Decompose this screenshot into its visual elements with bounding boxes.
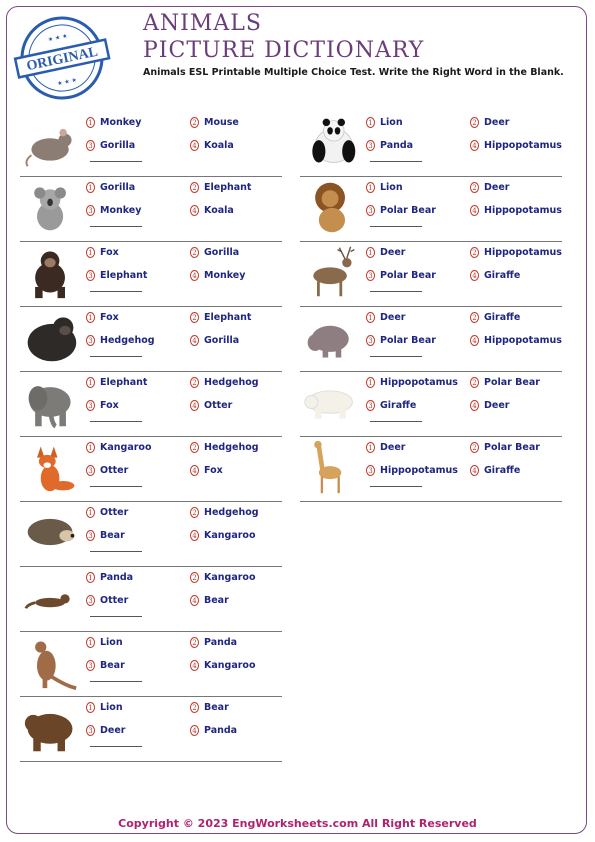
option-number-badge: 3 (86, 205, 95, 216)
answer-blank-line[interactable] (370, 356, 422, 357)
option-label: Monkey (204, 270, 246, 281)
option-label: Kangaroo (204, 572, 256, 583)
answer-blank-line[interactable] (370, 226, 422, 227)
answer-option-4[interactable] (190, 270, 245, 281)
option-number-badge: 3 (86, 530, 95, 541)
option-label: Hippopotamus (380, 465, 458, 476)
answer-option-2[interactable] (470, 247, 562, 258)
answer-option-3[interactable] (366, 205, 436, 216)
option-number-badge: 4 (190, 530, 199, 541)
answer-blank-line[interactable] (90, 161, 142, 162)
answer-option-3[interactable] (86, 270, 147, 281)
option-number-badge: 1 (366, 182, 375, 193)
answer-option-1[interactable] (86, 117, 141, 128)
answer-option-1[interactable] (86, 572, 133, 583)
answer-option-4[interactable] (190, 660, 256, 671)
option-label: Lion (100, 637, 123, 648)
option-number-badge: 3 (366, 140, 375, 151)
option-number-badge: 4 (470, 140, 479, 151)
gorilla-picture (20, 309, 82, 365)
option-label: Otter (204, 400, 233, 411)
deer-picture (300, 244, 362, 300)
answer-option-4[interactable] (190, 205, 234, 216)
option-label: Polar Bear (484, 377, 540, 388)
option-label: Monkey (100, 117, 142, 128)
option-label: Hedgehog (100, 335, 155, 346)
option-number-badge: 1 (366, 247, 375, 258)
option-number-badge: 3 (86, 660, 95, 671)
elephant-picture (20, 374, 82, 430)
answer-blank-line[interactable] (90, 681, 142, 682)
answer-option-1[interactable] (86, 442, 152, 453)
question-item (300, 307, 562, 372)
option-number-badge: 4 (470, 465, 479, 476)
answer-option-1[interactable] (366, 182, 403, 193)
answer-option-1[interactable] (86, 247, 119, 258)
answer-option-1[interactable] (366, 377, 458, 388)
right-column (300, 112, 562, 502)
option-label: Lion (380, 117, 403, 128)
option-number-badge: 3 (366, 335, 375, 346)
question-item (300, 177, 562, 242)
option-label: Koala (204, 140, 234, 151)
answer-option-1[interactable] (86, 507, 128, 518)
answer-option-4[interactable] (190, 335, 239, 346)
option-label: Fox (100, 247, 119, 258)
option-number-badge: 1 (366, 442, 375, 453)
option-label: Bear (204, 595, 229, 606)
answer-option-2[interactable] (470, 182, 509, 193)
answer-option-4[interactable] (190, 400, 232, 411)
answer-option-3[interactable] (86, 725, 125, 736)
question-item (20, 307, 282, 372)
option-label: Panda (380, 140, 414, 151)
answer-blank-line[interactable] (370, 161, 422, 162)
option-number-badge: 2 (470, 442, 479, 453)
option-label: Monkey (100, 205, 142, 216)
answer-option-2[interactable] (470, 377, 540, 388)
option-label: Panda (204, 637, 238, 648)
answer-option-2[interactable] (190, 702, 229, 713)
option-label: Otter (100, 465, 129, 476)
option-number-badge: 1 (86, 182, 95, 193)
option-number-badge: 4 (190, 725, 199, 736)
option-number-badge: 1 (86, 247, 95, 258)
title-line-1: ANIMALS (143, 11, 262, 36)
option-number-badge: 1 (366, 312, 375, 323)
option-label: Panda (100, 572, 134, 583)
polar-bear-picture (300, 374, 362, 430)
option-number-badge: 1 (86, 117, 95, 128)
answer-blank-line[interactable] (90, 746, 142, 747)
answer-option-4[interactable] (190, 465, 223, 476)
option-label: Gorilla (204, 247, 240, 258)
answer-blank-line[interactable] (90, 421, 142, 422)
option-number-badge: 3 (86, 335, 95, 346)
option-number-badge: 2 (190, 247, 199, 258)
answer-option-4[interactable] (190, 595, 229, 606)
answer-option-2[interactable] (470, 117, 509, 128)
answer-blank-line[interactable] (90, 356, 142, 357)
option-label: Deer (484, 400, 510, 411)
question-item (20, 502, 282, 567)
option-label: Elephant (204, 312, 252, 323)
option-label: Elephant (100, 377, 148, 388)
option-label: Polar Bear (380, 205, 436, 216)
original-stamp-logo (12, 12, 112, 104)
answer-blank-line[interactable] (90, 551, 142, 552)
answer-option-4[interactable] (190, 140, 234, 151)
answer-option-4[interactable] (470, 335, 562, 346)
option-label: Lion (100, 702, 123, 713)
option-label: Gorilla (100, 182, 136, 193)
question-item (300, 112, 562, 177)
option-label: Kangaroo (100, 442, 152, 453)
option-label: Deer (380, 247, 406, 258)
option-number-badge: 2 (470, 182, 479, 193)
option-label: Hippopotamus (484, 247, 562, 258)
copyright-footer: Copyright © 2023 EngWorksheets.com All Right Reserved (118, 817, 477, 830)
option-label: Giraffe (484, 270, 521, 281)
option-label: Deer (380, 312, 406, 323)
giraffe-picture (300, 439, 362, 495)
answer-option-4[interactable] (470, 140, 562, 151)
instructions: Animals ESL Printable Multiple Choice Test. Write the Right Word in the Blank. (143, 67, 564, 78)
answer-option-3[interactable] (86, 595, 128, 606)
option-label: Otter (100, 595, 129, 606)
answer-option-2[interactable] (190, 637, 237, 648)
option-label: Giraffe (484, 312, 521, 323)
option-label: Deer (100, 725, 126, 736)
option-number-badge: 4 (190, 400, 199, 411)
option-number-badge: 1 (366, 377, 375, 388)
option-number-badge: 3 (86, 270, 95, 281)
option-number-badge: 2 (190, 507, 199, 518)
answer-option-4[interactable] (470, 400, 509, 411)
option-label: Deer (380, 442, 406, 453)
answer-option-4[interactable] (470, 465, 520, 476)
option-number-badge: 4 (190, 595, 199, 606)
answer-option-3[interactable] (366, 400, 416, 411)
answer-option-2[interactable] (190, 117, 239, 128)
option-number-badge: 4 (470, 270, 479, 281)
answer-blank-line[interactable] (90, 291, 142, 292)
answer-option-3[interactable] (86, 530, 125, 541)
option-number-badge: 2 (470, 377, 479, 388)
option-number-badge: 2 (190, 572, 199, 583)
option-label: Fox (100, 312, 119, 323)
option-number-badge: 4 (190, 205, 199, 216)
answer-option-3[interactable] (366, 140, 413, 151)
hedgehog-picture (20, 504, 82, 560)
option-number-badge: 4 (190, 140, 199, 151)
option-label: Hedgehog (204, 507, 259, 518)
option-label: Hedgehog (204, 377, 259, 388)
option-number-badge: 4 (470, 400, 479, 411)
option-label: Hedgehog (204, 442, 259, 453)
question-item (300, 242, 562, 307)
option-number-badge: 2 (190, 637, 199, 648)
option-number-badge: 2 (190, 182, 199, 193)
answer-option-1[interactable] (86, 702, 123, 713)
option-number-badge: 4 (470, 335, 479, 346)
answer-blank-line[interactable] (90, 616, 142, 617)
option-label: Hippopotamus (484, 140, 562, 151)
option-number-badge: 3 (86, 465, 95, 476)
question-item (20, 632, 282, 697)
answer-option-2[interactable] (190, 312, 251, 323)
option-label: Polar Bear (380, 270, 436, 281)
answer-option-4[interactable] (470, 270, 520, 281)
answer-option-4[interactable] (190, 530, 256, 541)
option-number-badge: 3 (366, 465, 375, 476)
koala-picture (20, 179, 82, 235)
panda-picture (300, 114, 362, 170)
answer-option-2[interactable] (190, 247, 239, 258)
option-number-badge: 1 (366, 117, 375, 128)
answer-option-2[interactable] (470, 312, 520, 323)
option-number-badge: 4 (190, 660, 199, 671)
option-label: Elephant (204, 182, 252, 193)
option-label: Bear (100, 660, 125, 671)
option-label: Bear (204, 702, 229, 713)
option-number-badge: 3 (366, 270, 375, 281)
question-item (20, 437, 282, 502)
option-number-badge: 2 (190, 442, 199, 453)
option-number-badge: 4 (190, 465, 199, 476)
answer-option-3[interactable] (86, 400, 119, 411)
option-label: Lion (380, 182, 403, 193)
option-number-badge: 2 (470, 247, 479, 258)
option-number-badge: 1 (86, 507, 95, 518)
option-label: Kangaroo (204, 530, 256, 541)
option-number-badge: 1 (86, 572, 95, 583)
hippopotamus-picture (300, 309, 362, 365)
question-item (20, 242, 282, 307)
answer-option-1[interactable] (86, 637, 123, 648)
option-number-badge: 4 (190, 335, 199, 346)
answer-option-3[interactable] (366, 465, 458, 476)
svg-text:★ ★ ★: ★ ★ ★ (56, 76, 78, 88)
option-number-badge: 1 (86, 377, 95, 388)
answer-option-3[interactable] (366, 335, 436, 346)
question-item (20, 177, 282, 242)
kangaroo-picture (20, 634, 82, 690)
option-label: Koala (204, 205, 234, 216)
option-number-badge: 3 (86, 400, 95, 411)
option-number-badge: 1 (86, 312, 95, 323)
answer-option-1[interactable] (366, 117, 403, 128)
option-label: Hippopotamus (484, 205, 562, 216)
svg-text:★ ★ ★: ★ ★ ★ (47, 32, 69, 44)
question-item (20, 112, 282, 177)
answer-option-3[interactable] (86, 465, 128, 476)
answer-option-1[interactable] (86, 312, 119, 323)
option-label: Hippopotamus (484, 335, 562, 346)
option-number-badge: 3 (366, 205, 375, 216)
answer-blank-line[interactable] (90, 226, 142, 227)
option-number-badge: 3 (86, 140, 95, 151)
title-line-2: PICTURE DICTIONARY (143, 38, 425, 63)
option-label: Polar Bear (380, 335, 436, 346)
left-column (20, 112, 282, 762)
answer-option-4[interactable] (190, 725, 237, 736)
option-label: Otter (100, 507, 129, 518)
rat-picture (20, 114, 82, 170)
option-label: Polar Bear (484, 442, 540, 453)
option-label: Fox (204, 465, 223, 476)
option-number-badge: 3 (86, 725, 95, 736)
option-number-badge: 2 (190, 377, 199, 388)
answer-option-2[interactable] (190, 182, 251, 193)
monkey-picture (20, 244, 82, 300)
option-label: Panda (204, 725, 238, 736)
option-label: Fox (100, 400, 119, 411)
answer-option-2[interactable] (190, 442, 259, 453)
answer-option-2[interactable] (470, 442, 540, 453)
option-label: Hippopotamus (380, 377, 458, 388)
answer-blank-line[interactable] (370, 421, 422, 422)
otter-picture (20, 569, 82, 625)
answer-option-3[interactable] (86, 660, 125, 671)
option-label: Gorilla (204, 335, 240, 346)
answer-option-3[interactable] (366, 270, 436, 281)
option-number-badge: 4 (470, 205, 479, 216)
answer-option-2[interactable] (190, 507, 259, 518)
bear-picture (20, 699, 82, 755)
question-item (300, 372, 562, 437)
answer-option-4[interactable] (470, 205, 562, 216)
answer-option-1[interactable] (86, 377, 147, 388)
answer-option-3[interactable] (86, 205, 141, 216)
answer-option-3[interactable] (86, 335, 155, 346)
answer-blank-line[interactable] (90, 486, 142, 487)
option-number-badge: 1 (86, 637, 95, 648)
answer-option-3[interactable] (86, 140, 135, 151)
option-label: Deer (484, 182, 510, 193)
answer-option-2[interactable] (190, 572, 256, 583)
option-number-badge: 2 (190, 312, 199, 323)
question-item (20, 567, 282, 632)
option-label: Elephant (100, 270, 148, 281)
option-number-badge: 2 (190, 702, 199, 713)
page-title (143, 10, 424, 64)
lion-picture (300, 179, 362, 235)
option-label: Giraffe (484, 465, 521, 476)
option-label: Giraffe (380, 400, 417, 411)
answer-blank-line[interactable] (370, 486, 422, 487)
option-number-badge: 1 (86, 442, 95, 453)
option-number-badge: 2 (190, 117, 199, 128)
answer-option-1[interactable] (366, 247, 405, 258)
option-label: Mouse (204, 117, 239, 128)
option-number-badge: 4 (190, 270, 199, 281)
option-label: Gorilla (100, 140, 136, 151)
answer-option-2[interactable] (190, 377, 259, 388)
question-item (20, 372, 282, 437)
answer-option-1[interactable] (366, 312, 405, 323)
option-number-badge: 2 (470, 312, 479, 323)
option-number-badge: 3 (366, 400, 375, 411)
option-number-badge: 3 (86, 595, 95, 606)
option-label: Kangaroo (204, 660, 256, 671)
answer-option-1[interactable] (86, 182, 135, 193)
question-item (20, 697, 282, 762)
option-label: Deer (484, 117, 510, 128)
answer-blank-line[interactable] (370, 291, 422, 292)
option-number-badge: 1 (86, 702, 95, 713)
fox-picture (20, 439, 82, 495)
option-label: Bear (100, 530, 125, 541)
option-number-badge: 2 (470, 117, 479, 128)
svg-text:ORIGINAL: ORIGINAL (25, 44, 100, 75)
answer-option-1[interactable] (366, 442, 405, 453)
question-item (300, 437, 562, 502)
